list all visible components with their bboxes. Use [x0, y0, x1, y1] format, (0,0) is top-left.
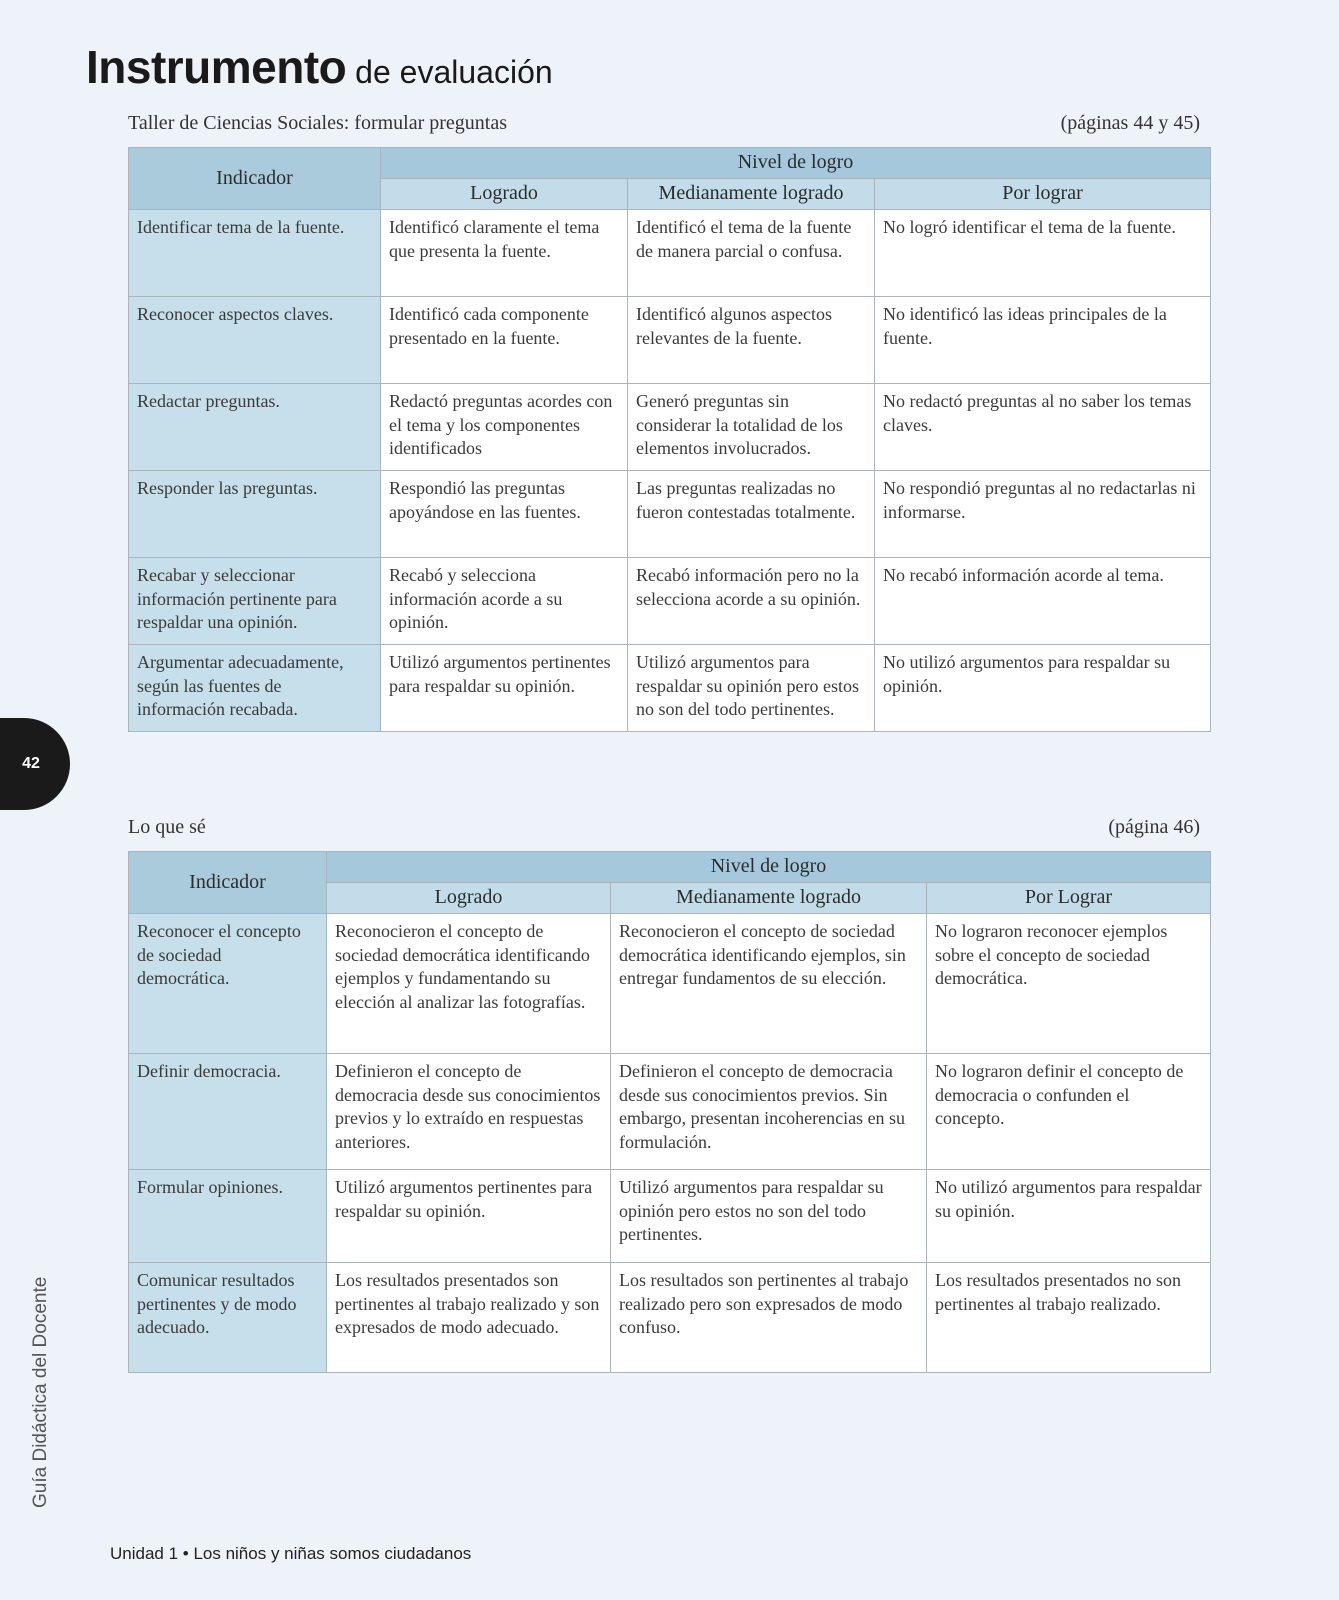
rubric-cell: Redactó preguntas acordes con el tema y los componentes identificados	[381, 384, 628, 471]
table-row	[129, 1263, 1211, 1373]
rubric-cell: No utilizó argumentos para respaldar su opinión.	[927, 1170, 1211, 1263]
table-row	[129, 558, 1211, 645]
indicator-cell: Redactar preguntas.	[129, 384, 381, 471]
page-title	[86, 40, 553, 95]
indicator-cell: Reconocer aspectos claves.	[129, 297, 381, 384]
rubric-cell: Utilizó argumentos para respaldar su opinión pero estos no son del todo pertinentes.	[628, 645, 875, 732]
table-row	[129, 1170, 1211, 1263]
rubric-cell: No lograron definir el concepto de democracia o confunden el concepto.	[927, 1054, 1211, 1170]
indicator-cell: Reconocer el concepto de sociedad democrática.	[129, 914, 327, 1054]
rubric-cell: No identificó las ideas principales de la fuente.	[875, 297, 1211, 384]
footer-unit: Unidad 1 • Los niños y niñas somos ciudadanos	[110, 1544, 472, 1563]
section1-heading: Taller de Ciencias Sociales: formular preguntas	[128, 112, 508, 134]
rubric-cell: Los resultados presentados son pertinentes al trabajo realizado y son expresados de modo adecuado.	[327, 1263, 611, 1373]
table2-level-header: Nivel de logro	[327, 852, 1211, 883]
page-number: 42	[22, 755, 40, 772]
rubric-cell: Identificó cada componente presentado en la fuente.	[381, 297, 628, 384]
table2-col-por-lograr: Por Lograr	[927, 883, 1211, 914]
rubric-cell: Identificó claramente el tema que presenta la fuente.	[381, 210, 628, 297]
table1-level-header: Nivel de logro	[381, 148, 1211, 179]
rubric-cell: Respondió las preguntas apoyándose en las fuentes.	[381, 471, 628, 558]
rubric-cell: Los resultados presentados no son pertinentes al trabajo realizado.	[927, 1263, 1211, 1373]
indicator-cell: Recabar y seleccionar información pertinente para respaldar una opinión.	[129, 558, 381, 645]
rubric-cell: Generó preguntas sin considerar la totalidad de los elementos involucrados.	[628, 384, 875, 471]
rubric-cell: No logró identificar el tema de la fuente.	[875, 210, 1211, 297]
title-rest: de evaluación	[346, 54, 553, 90]
indicator-cell: Formular opiniones.	[129, 1170, 327, 1263]
title-bold: Instrumento	[86, 41, 347, 93]
table-row	[129, 210, 1211, 297]
rubric-table-1	[128, 147, 1211, 732]
rubric-cell: Identificó algunos aspectos relevantes de la fuente.	[628, 297, 875, 384]
rubric-cell: Utilizó argumentos para respaldar su opinión pero estos no son del todo pertinentes.	[611, 1170, 927, 1263]
rubric-cell: No utilizó argumentos para respaldar su opinión.	[875, 645, 1211, 732]
table-row	[129, 645, 1211, 732]
table1-col-logrado: Logrado	[381, 179, 628, 210]
section2-pages: (página 46)	[1108, 816, 1200, 838]
table1-col-por-lograr: Por lograr	[875, 179, 1211, 210]
table-row	[129, 297, 1211, 384]
rubric-cell: Las preguntas realizadas no fueron contestadas totalmente.	[628, 471, 875, 558]
rubric-table-2	[128, 851, 1211, 1373]
section1-pages: (páginas 44 y 45)	[1060, 112, 1200, 134]
rubric-cell: Identificó el tema de la fuente de manera parcial o confusa.	[628, 210, 875, 297]
rubric-cell: Definieron el concepto de democracia desde sus conocimientos previos y lo extraído en respuestas anteriores.	[327, 1054, 611, 1170]
table-row	[129, 384, 1211, 471]
table1-indicator-header: Indicador	[129, 148, 381, 210]
rubric-cell: Reconocieron el concepto de sociedad democrática identificando ejemplos y fundamentando su elección al analizar las fotografías.	[327, 914, 611, 1054]
rubric-cell: Recabó información pero no la selecciona acorde a su opinión.	[628, 558, 875, 645]
rubric-cell: Definieron el concepto de democracia desde sus conocimientos previos. Sin embargo, presentan incoherencias en su formulación.	[611, 1054, 927, 1170]
rubric-cell: Reconocieron el concepto de sociedad democrática identificando ejemplos, sin entregar fundamentos de su elección.	[611, 914, 927, 1054]
indicator-cell: Definir democracia.	[129, 1054, 327, 1170]
rubric-cell: Los resultados son pertinentes al trabajo realizado pero son expresados de modo confuso.	[611, 1263, 927, 1373]
rubric-cell: No recabó información acorde al tema.	[875, 558, 1211, 645]
table1-col-medianamente: Medianamente logrado	[628, 179, 875, 210]
table-row	[129, 1054, 1211, 1170]
table2-col-medianamente: Medianamente logrado	[611, 883, 927, 914]
rubric-cell: No lograron reconocer ejemplos sobre el concepto de sociedad democrática.	[927, 914, 1211, 1054]
indicator-cell: Comunicar resultados pertinentes y de modo adecuado.	[129, 1263, 327, 1373]
page-number-tab	[0, 718, 70, 810]
rubric-cell: Recabó y selecciona información acorde a su opinión.	[381, 558, 628, 645]
rubric-cell: Utilizó argumentos pertinentes para respaldar su opinión.	[381, 645, 628, 732]
rubric-cell: Utilizó argumentos pertinentes para respaldar su opinión.	[327, 1170, 611, 1263]
indicator-cell: Identificar tema de la fuente.	[129, 210, 381, 297]
table-row	[129, 471, 1211, 558]
section1-heading-row	[128, 112, 1206, 135]
section2-heading-row	[128, 816, 1206, 839]
section2-heading: Lo que sé	[128, 816, 206, 838]
table2-col-logrado: Logrado	[327, 883, 611, 914]
indicator-cell: Argumentar adecuadamente, según las fuentes de información recabada.	[129, 645, 381, 732]
indicator-cell: Responder las preguntas.	[129, 471, 381, 558]
rubric-cell: No redactó preguntas al no saber los temas claves.	[875, 384, 1211, 471]
side-label: Guía Didáctica del Docente	[30, 1276, 51, 1508]
rubric-cell: No respondió preguntas al no redactarlas ni informarse.	[875, 471, 1211, 558]
table-row	[129, 914, 1211, 1054]
table2-indicator-header: Indicador	[129, 852, 327, 914]
